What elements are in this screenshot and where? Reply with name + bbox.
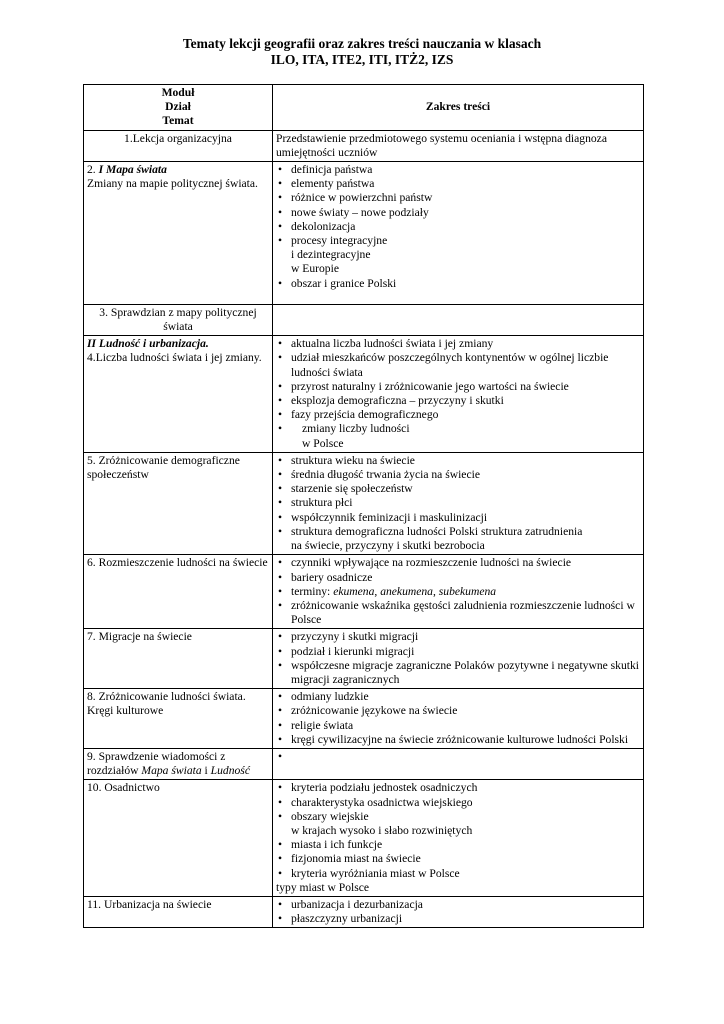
content-cell xyxy=(273,162,644,305)
header-module: Moduł xyxy=(161,86,195,99)
separator: , xyxy=(432,584,439,598)
content-cell xyxy=(273,780,644,897)
topic-section: Mapa świata xyxy=(141,764,202,778)
term: ekumena xyxy=(333,584,375,598)
list-item: • procesy integracyjne xyxy=(276,234,640,248)
list-continuation: w Polsce xyxy=(302,436,344,450)
list-item: • eksplozja demograficzna – przyczyny i skutki xyxy=(276,394,640,408)
list-item: • kryteria wyróżniania miast w Polsce xyxy=(276,867,640,881)
list-item: • definicja państwa xyxy=(276,163,640,177)
topic-number: 2. xyxy=(87,163,99,177)
list-item-terms xyxy=(276,585,640,599)
list-item: • struktura płci xyxy=(276,496,640,510)
list-item: • zróżnicowanie wskaźnika gęstości zaludnienia rozmieszczenie ludności w Polsce xyxy=(276,599,640,627)
module-name: II Ludność i urbanizacja. xyxy=(87,337,209,351)
table-row xyxy=(84,689,644,749)
topic-name: Zmiany na mapie politycznej świata. xyxy=(87,177,258,191)
topic-cell xyxy=(84,748,273,779)
topic-cell xyxy=(84,304,273,335)
list-item: • religie świata xyxy=(276,719,640,733)
list-item: • elementy państwa xyxy=(276,177,640,191)
content-cell xyxy=(273,452,644,554)
list-item: • średnia długość trwania życia na świecie xyxy=(276,468,640,482)
list-item: • współczesne migracje zagraniczne Polaków pozytywne i negatywne skutki migracji zagranicznych xyxy=(276,659,640,687)
curriculum-table xyxy=(83,84,644,928)
topic-name: 9. Sprawdzenie wiadomości z rozdziałów xyxy=(87,749,226,778)
list-item: • przyczyny i skutki migracji xyxy=(276,630,640,644)
list-item: • kryteria podziału jednostek osadniczych xyxy=(276,781,640,795)
topic-cell: 1.Lekcja organizacyjna xyxy=(84,130,273,161)
list-item: • fizjonomia miast na świecie xyxy=(276,852,640,866)
topic-name: 4.Liczba ludności świata i jej zmiany. xyxy=(87,351,262,365)
list-item: • przyrost naturalny i zróżnicowanie jego wartości na świecie xyxy=(276,380,640,394)
content-cell xyxy=(273,748,644,779)
content-cell xyxy=(273,689,644,749)
header-topic: Temat xyxy=(162,114,194,128)
table-row xyxy=(84,555,644,629)
list-item: • udział mieszkańców poszczególnych kontynentów w ogólnej liczbie ludności świata xyxy=(276,351,640,379)
list-item: • struktura demograficzna ludności Polski struktura zatrudnienia xyxy=(276,525,640,539)
list-continuation: w Europie xyxy=(291,262,339,276)
topic-cell: 10. Osadnictwo xyxy=(84,780,273,897)
topic-cell: 8. Zróżnicowanie ludności świata. Kręgi kulturowe xyxy=(84,689,273,749)
list-item: • fazy przejścia demograficznego xyxy=(276,408,640,422)
list-item: • charakterystyka osadnictwa wiejskiego xyxy=(276,796,640,810)
list-item: • płaszczyzny urbanizacji xyxy=(276,912,640,926)
terms-label: terminy: xyxy=(291,584,334,598)
topic-cell: 11. Urbanizacja na świecie xyxy=(84,896,273,927)
topic-cell: 6. Rozmieszczenie ludności na świecie xyxy=(84,555,273,629)
list-item: • odmiany ludzkie xyxy=(276,690,640,704)
table-row xyxy=(84,336,644,453)
content-cell xyxy=(273,555,644,629)
module-name: I Mapa świata xyxy=(98,163,167,177)
content-cell xyxy=(273,896,644,927)
table-row xyxy=(84,162,644,305)
document-title xyxy=(0,36,724,68)
separator: , xyxy=(374,584,381,598)
content-cell xyxy=(273,629,644,689)
topic-cell xyxy=(84,336,273,453)
list-item: • zróżnicowanie językowe na świecie xyxy=(276,704,640,718)
title-line-1: Tematy lekcji geografii oraz zakres treści nauczania w klasach xyxy=(182,36,542,51)
list-item: • podział i kierunki migracji xyxy=(276,645,640,659)
table-row xyxy=(84,452,644,554)
table-row xyxy=(84,748,644,779)
topic-cell: 5. Zróżnicowanie demograficzne społeczeństw xyxy=(84,452,273,554)
list-item: • kręgi cywilizacyjne na świecie zróżnicowanie kulturowe ludności Polski xyxy=(276,733,640,747)
table-row xyxy=(84,629,644,689)
list-item: • urbanizacja i dezurbanizacja xyxy=(276,898,640,912)
topic-conj: i xyxy=(201,764,211,778)
list-continuation: i dezintegracyjne xyxy=(291,248,371,262)
list-item: • współczynnik feminizacji i maskulinizacji xyxy=(276,511,640,525)
table-row xyxy=(84,130,644,161)
topic-name-cont: świata xyxy=(163,320,193,334)
list-item: • czynniki wpływające na rozmieszczenie ludności na świecie xyxy=(276,556,640,570)
title-line-2: ILO, ITA, ITE2, ITI, ITŻ2, IZS xyxy=(270,52,454,67)
list-item: • zmiany liczby ludności xyxy=(276,422,640,436)
header-section: Dział xyxy=(165,100,191,114)
table-row xyxy=(84,896,644,927)
header-module-cell xyxy=(84,85,273,131)
list-item: • aktualna liczba ludności świata i jej zmiany xyxy=(276,337,640,351)
trailing-text: typy miast w Polsce xyxy=(276,880,370,894)
list-item: • starzenie się społeczeństw xyxy=(276,482,640,496)
term: anekumena xyxy=(380,584,433,598)
list-item: • bariery osadnicze xyxy=(276,571,640,585)
list-item: • struktura wieku na świecie xyxy=(276,454,640,468)
list-item: • obszar i granice Polski xyxy=(276,277,640,291)
header-content-cell: Zakres treści xyxy=(273,85,644,131)
topic-section: Ludność xyxy=(210,764,250,778)
list-item: • różnice w powierzchni państw xyxy=(276,191,640,205)
topic-cell: 7. Migracje na świecie xyxy=(84,629,273,689)
term: subekumena xyxy=(438,584,497,598)
list-continuation: w krajach wysoko i słabo rozwiniętych xyxy=(291,823,473,837)
table-header-row xyxy=(84,85,644,131)
content-cell: Przedstawienie przedmiotowego systemu oceniania i wstępna diagnoza umiejętności uczniów xyxy=(273,130,644,161)
topic-cell xyxy=(84,162,273,305)
table-row xyxy=(84,780,644,897)
list-item: • nowe światy – nowe podziały xyxy=(276,206,640,220)
list-item: • dekolonizacja xyxy=(276,220,640,234)
list-item: • miasta i ich funkcje xyxy=(276,838,640,852)
topic-name: 3. Sprawdzian z mapy politycznej xyxy=(99,305,257,319)
content-cell xyxy=(273,336,644,453)
list-item: • obszary wiejskie xyxy=(276,810,640,824)
table-row xyxy=(84,304,644,335)
list-continuation: na świecie, przyczyny i skutki bezrobocia xyxy=(291,539,485,553)
content-cell xyxy=(273,304,644,335)
